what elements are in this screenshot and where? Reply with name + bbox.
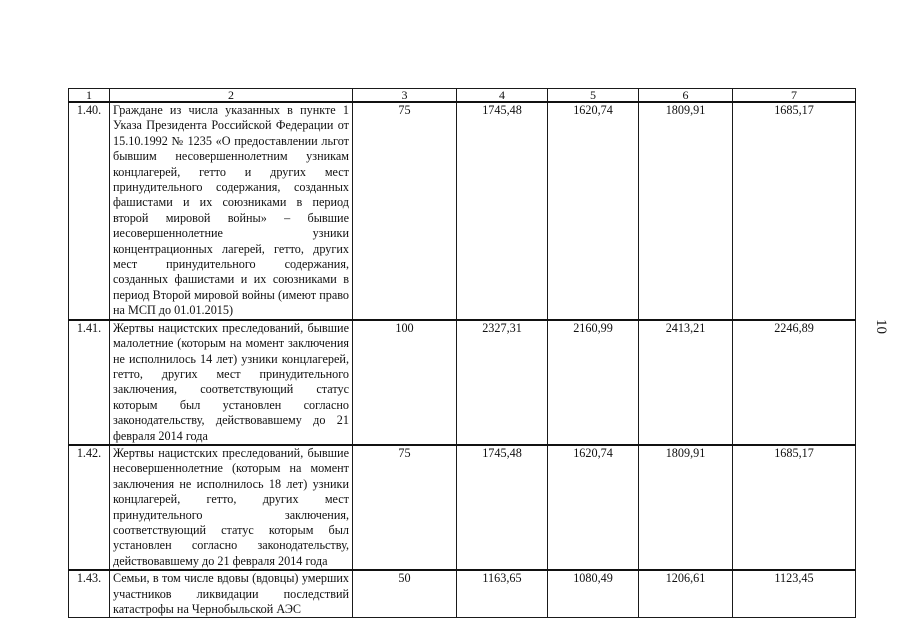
row-description: Жертвы нацистских преследований, бывшие малолетние (которым на момент заключения не исполнилось 14 лет) узники концлагерей, гетто, других мест принудительного заключения, соответствующий статус которым был установлен согласно законодательству, действовавшему до 21 февраля 2014 года — [110, 320, 353, 445]
column-header: 4 — [457, 89, 548, 103]
row-description: Жертвы нацистских преследований, бывшие несовершеннолетние (которым на момент заключения не исполнилось 18 лет) узники концлагерей, гетто, других мест принудительного заключения, соответствующий статус которым был установлен согласно законодательству, действовавшему до 21 февраля 2014 года — [110, 445, 353, 570]
table-row — [69, 102, 856, 320]
cell-col3: 100 — [353, 320, 457, 445]
column-header: 1 — [69, 89, 110, 103]
cell-col7: 2246,89 — [733, 320, 856, 445]
row-description: Семьи, в том числе вдовы (вдовцы) умерших участников ликвидации последствий катастрофы на Чернобыльской АЭС — [110, 570, 353, 618]
column-header: 3 — [353, 89, 457, 103]
row-number: 1.42. — [69, 445, 110, 570]
row-description: Граждане из числа указанных в пункте 1 Указа Президента Российской Федерации от 15.10.1992 № 1235 «О предоставлении льгот бывшим несовершеннолетним узникам концлагерей, гетто и других мест принудительного содержания, созданных фашистами и их союзниками в период второй мировой войны» – бывшие иесовершеннолетние узники концентрационных лагерей, гетто, других мест принудительного содержания, созданных фашистами и их союзниками в период Второй мировой войны (имеют право на МСП до 01.01.2015) — [110, 102, 353, 320]
cell-col5: 1620,74 — [548, 102, 639, 320]
row-number: 1.43. — [69, 570, 110, 618]
cell-col5: 1620,74 — [548, 445, 639, 570]
cell-col6: 2413,21 — [639, 320, 733, 445]
row-number: 1.40. — [69, 102, 110, 320]
cell-col4: 1745,48 — [457, 102, 548, 320]
cell-col7: 1685,17 — [733, 102, 856, 320]
cell-col4: 2327,31 — [457, 320, 548, 445]
cell-col4: 1745,48 — [457, 445, 548, 570]
row-number: 1.41. — [69, 320, 110, 445]
cell-col5: 1080,49 — [548, 570, 639, 618]
table-row — [69, 320, 856, 445]
column-header: 2 — [110, 89, 353, 103]
cell-col6: 1206,61 — [639, 570, 733, 618]
cell-col6: 1809,91 — [639, 102, 733, 320]
table-row — [69, 570, 856, 618]
cell-col7: 1685,17 — [733, 445, 856, 570]
cell-col4: 1163,65 — [457, 570, 548, 618]
column-number-row — [69, 89, 856, 103]
page-number: 10 — [873, 319, 889, 334]
column-header: 6 — [639, 89, 733, 103]
cell-col7: 1123,45 — [733, 570, 856, 618]
cell-col5: 2160,99 — [548, 320, 639, 445]
cell-col3: 75 — [353, 445, 457, 570]
cell-col3: 50 — [353, 570, 457, 618]
column-header: 7 — [733, 89, 856, 103]
table-row — [69, 445, 856, 570]
cell-col6: 1809,91 — [639, 445, 733, 570]
cell-col3: 75 — [353, 102, 457, 320]
column-header: 5 — [548, 89, 639, 103]
benefits-table — [68, 88, 856, 618]
